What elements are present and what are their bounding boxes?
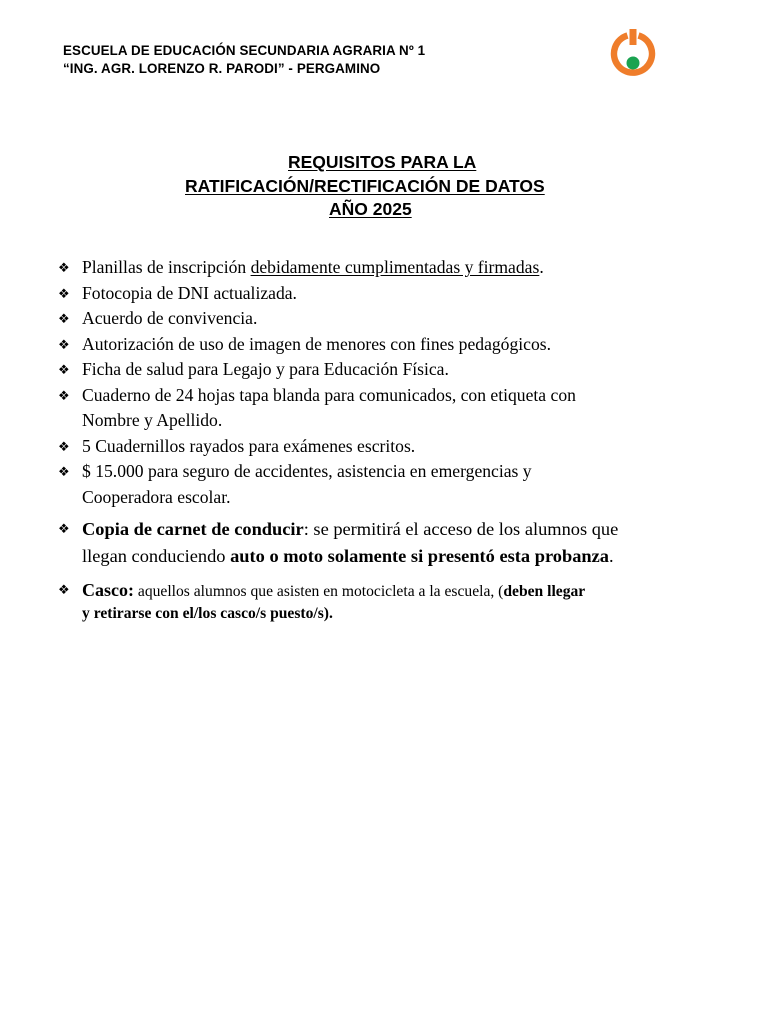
item-text: $ 15.000 para seguro de accidentes, asistencia en emergencias y bbox=[82, 461, 532, 481]
list-item bbox=[58, 332, 718, 358]
diamond-bullet-icon: ❖ bbox=[58, 387, 70, 403]
list-item bbox=[58, 516, 718, 569]
item-text: : se permitirá el acceso de los alumnos que bbox=[303, 519, 619, 539]
school-logo-icon bbox=[609, 29, 657, 77]
item-text: Acuerdo de convivencia. bbox=[82, 308, 258, 328]
item-text: 5 Cuadernillos rayados para exámenes escritos. bbox=[82, 435, 416, 456]
list-item bbox=[58, 459, 718, 510]
item-text: Nombre y Apellido. bbox=[82, 410, 223, 430]
diamond-bullet-icon: ❖ bbox=[58, 362, 70, 377]
diamond-bullet-icon: ❖ bbox=[58, 521, 70, 536]
diamond-bullet-icon: ❖ bbox=[58, 285, 70, 301]
diamond-bullet-icon: ❖ bbox=[58, 311, 70, 326]
item-text: . bbox=[608, 545, 614, 566]
item-bold-text: Casco: bbox=[82, 580, 134, 600]
title-line-1: REQUISITOS PARA LA bbox=[288, 152, 477, 172]
item-text: Autorización de uso de imagen de menores con fines pedagógicos. bbox=[82, 333, 552, 354]
list-item bbox=[58, 306, 718, 332]
school-name: ESCUELA DE EDUCACIÓN SECUNDARIA AGRARIA Nº 1 bbox=[63, 43, 426, 58]
diamond-bullet-icon: ❖ bbox=[58, 438, 70, 454]
item-bold-text: auto o moto solamente si presentó esta probanza bbox=[230, 545, 609, 566]
diamond-bullet-icon: ❖ bbox=[58, 336, 70, 352]
school-header bbox=[63, 42, 425, 78]
list-item bbox=[58, 579, 718, 625]
list-item bbox=[58, 383, 718, 434]
requirements-list bbox=[58, 255, 718, 625]
item-bold-text: y retirarse con el/los casco/s puesto/s). bbox=[82, 605, 333, 622]
item-text: . bbox=[539, 257, 544, 277]
diamond-bullet-icon: ❖ bbox=[58, 582, 70, 597]
list-item bbox=[58, 357, 718, 383]
diamond-bullet-icon: ❖ bbox=[58, 464, 70, 479]
item-text: Ficha de salud para Legajo y para Educación Física. bbox=[82, 359, 449, 379]
item-bold-text: deben llegar bbox=[503, 583, 586, 600]
item-text: Cooperadora escolar. bbox=[82, 486, 231, 507]
list-item bbox=[58, 434, 718, 460]
item-text: llegan conduciendo bbox=[82, 545, 231, 566]
item-text: Fotocopia de DNI actualizada. bbox=[82, 282, 297, 303]
title-line-3: AÑO 2025 bbox=[329, 199, 412, 219]
item-underlined-text: debidamente cumplimentadas y firmadas bbox=[250, 257, 540, 277]
school-subtitle: “ING. AGR. LORENZO R. PARODI” - PERGAMINO bbox=[63, 61, 381, 76]
title-line-2: RATIFICACIÓN/RECTIFICACIÓN DE DATOS bbox=[185, 176, 545, 196]
item-text: Cuaderno de 24 hojas tapa blanda para comunicados, con etiqueta con bbox=[82, 384, 576, 405]
item-bold-text: Copia de carnet de conducir bbox=[82, 519, 304, 539]
school-logo-graphic bbox=[609, 29, 657, 77]
list-item bbox=[58, 281, 718, 307]
list-item bbox=[58, 255, 718, 281]
diamond-bullet-icon: ❖ bbox=[58, 260, 70, 275]
item-text: Planillas de inscripción bbox=[82, 257, 251, 277]
item-text: aquellos alumnos que asisten en motocicleta a la escuela, ( bbox=[134, 583, 504, 600]
